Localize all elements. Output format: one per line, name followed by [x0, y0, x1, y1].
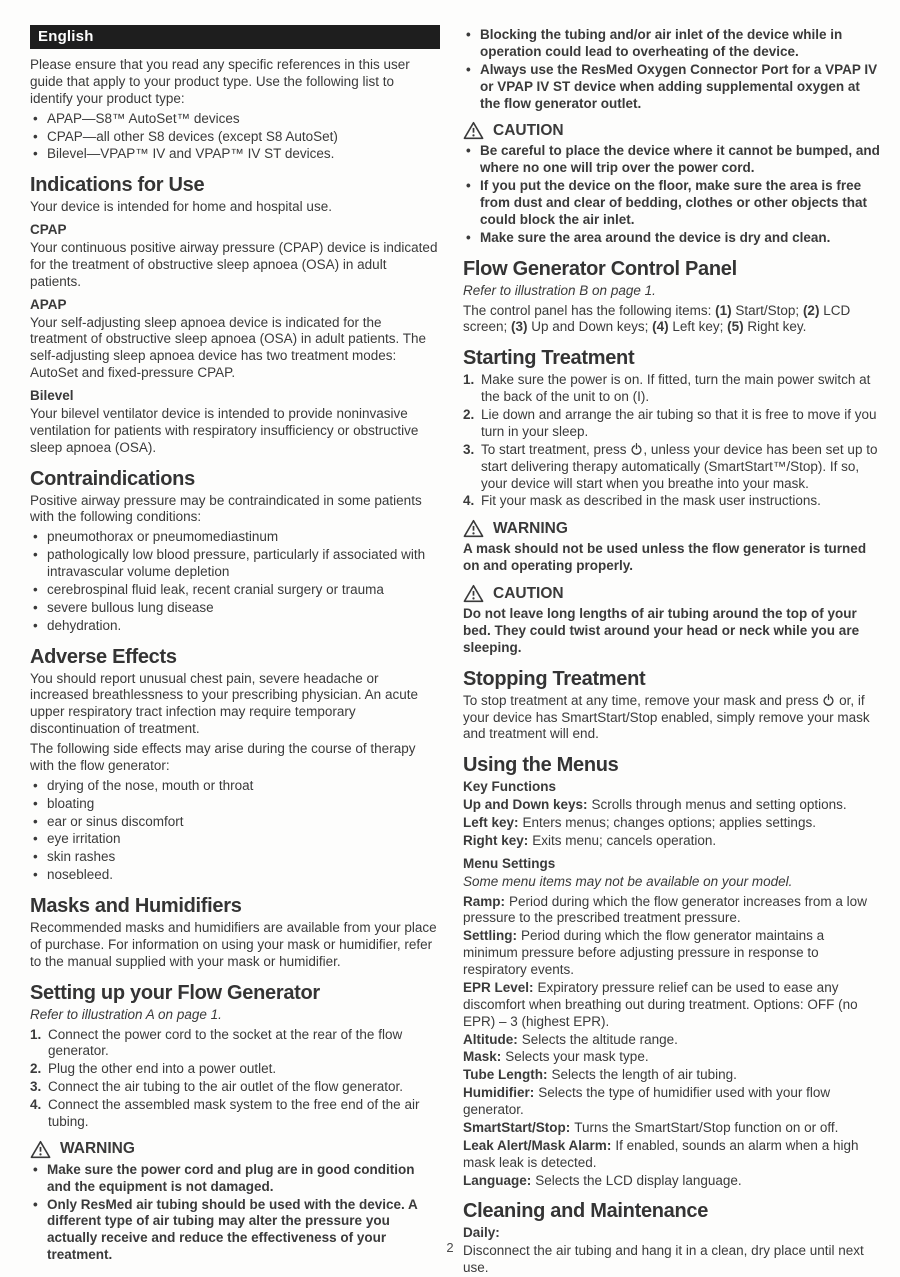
list-item: • Only ResMed air tubing should be used with the device. A different type of air tubing may alter the pressure you actually receive and reduce the effectiveness of your treatment. — [30, 1197, 440, 1265]
setup-steps — [30, 1027, 440, 1131]
paragraph: Positive airway pressure may be contraindicated in some patients with the following conditions: — [30, 492, 422, 525]
list-item: • APAP—S8™ AutoSet™ devices — [30, 111, 440, 128]
key-function-item: Right key: Exits menu; cancels operation. — [463, 832, 717, 848]
list-item: • skin rashes — [30, 849, 440, 866]
illustration-reference: Refer to illustration A on page 1. — [30, 1006, 222, 1022]
list-item: • If you put the device on the floor, make sure the area is free from dust and clear of bedding, clothes or other objects that could block the air inlet. — [463, 178, 880, 229]
warning-heading — [463, 519, 880, 538]
step-item: To start treatment, press , unless your device has been set up to start delivering therapy automatically (SmartStart™/Stop). If so, your device will start when you breathe into your mask. — [481, 441, 878, 491]
warning-triangle-icon — [463, 584, 484, 603]
paragraph: You should report unusual chest pain, severe headache or increased breathlessness to your prescribing physician. An acute upper respiratory tract infection may require temporary discontinuation of treatment. — [30, 670, 418, 737]
subsection-label: Menu Settings — [463, 855, 556, 871]
section-adverse-effects — [30, 646, 440, 885]
step-item: Plug the other end into a power outlet. — [48, 1061, 277, 1077]
page-number: 2 — [446, 1240, 454, 1255]
section-title: Cleaning and Maintenance — [463, 1200, 709, 1223]
contraindications-list — [30, 529, 440, 634]
product-type-list — [30, 111, 440, 164]
section-cleaning-maintenance — [463, 1200, 880, 1277]
list-item: • Make sure the power cord and plug are in good condition and the equipment is not damaged. — [30, 1162, 440, 1196]
section-contraindications — [30, 468, 440, 635]
caution-list — [463, 143, 880, 246]
step-item: Connect the air tubing to the air outlet of the flow generator. — [48, 1079, 403, 1095]
menu-setting-item: Settling: Period during which the flow generator maintains a minimum pressure before adjusting pressure in response to respiratory events. — [463, 928, 825, 977]
list-item: • Be careful to place the device where it cannot be bumped, and where no one will trip over the power cord. — [463, 143, 880, 177]
list-item: • severe bullous lung disease — [30, 600, 440, 617]
menu-setting-item: EPR Level: Expiratory pressure relief can be used to ease any discomfort when breathing out during treatment. Options: OFF (no EPR) – 3 (highest EPR). — [463, 979, 858, 1029]
warning-heading — [30, 1140, 440, 1159]
section-setup — [30, 982, 440, 1131]
list-item: • Blocking the tubing and/or air inlet of the device while in operation could lead to overheating of the device. — [463, 27, 880, 61]
step-item: Fit your mask as described in the mask user instructions. — [481, 493, 821, 509]
paragraph: Your continuous positive airway pressure (CPAP) device is indicated for the treatment of obstructive sleep apnoea (OSA) in adult patients. — [30, 240, 438, 289]
list-item: • pathologically low blood pressure, particularly if associated with intravascular volume depletion — [30, 547, 440, 581]
section-title: Indications for Use — [30, 174, 205, 197]
menu-setting-item: SmartStart/Stop: Turns the SmartStart/Stop function on or off. — [463, 1119, 839, 1135]
section-caution-tubing — [463, 584, 880, 657]
caution-heading — [463, 584, 880, 603]
menu-setting-item: Mask: Selects your mask type. — [463, 1049, 649, 1065]
section-using-menus — [463, 754, 880, 1189]
section-starting-treatment — [463, 347, 880, 510]
section-title: Setting up your Flow Generator — [30, 981, 320, 1004]
key-function-item: Up and Down keys: Scrolls through menus and setting options. — [463, 797, 847, 813]
warning-triangle-icon — [463, 519, 484, 538]
language-label: English — [38, 28, 94, 45]
power-icon — [630, 442, 643, 456]
section-title: Contraindications — [30, 467, 195, 490]
right-column — [463, 25, 880, 1277]
side-effects-list — [30, 778, 440, 884]
list-item: • ear or sinus discomfort — [30, 814, 440, 831]
list-item: • Bilevel—VPAP™ IV and VPAP™ IV ST devices. — [30, 146, 440, 163]
section-title: Flow Generator Control Panel — [463, 257, 737, 280]
list-item: • nosebleed. — [30, 867, 440, 884]
warning-continued-list — [463, 27, 880, 112]
list-item: • drying of the nose, mouth or throat — [30, 778, 440, 795]
control-panel-items: The control panel has the following items: (1) Start/Stop; (2) LCD screen; (3) Up and Down keys; (4) Left key; (5) Right key. — [463, 302, 851, 335]
step-item: Make sure the power is on. If fitted, turn the main power switch at the back of the unit to on (I). — [481, 372, 871, 405]
paragraph: Your self-adjusting sleep apnoea device is indicated for the treatment of obstructive sleep apnoea (OSA) in adult patients. The self-adjusting sleep apnoea device has two treatment modes: AutoSet and fixed-pressure CPAP. — [30, 314, 426, 381]
list-item: • CPAP—all other S8 devices (except S8 AutoSet) — [30, 129, 440, 146]
section-control-panel — [463, 258, 880, 337]
section-masks-humidifiers — [30, 895, 440, 971]
paragraph: The following side effects may arise during the course of therapy with the flow generator: — [30, 741, 416, 773]
hazard-title: WARNING — [493, 519, 568, 537]
list-item: • bloating — [30, 796, 440, 813]
list-item: • eye irritation — [30, 831, 440, 848]
section-title: Adverse Effects — [30, 645, 177, 668]
starting-steps — [463, 372, 880, 510]
paragraph: To stop treatment at any time, remove your mask and press or, if your device has SmartStart/Stop enabled, simply remove your mask and treatment will end. — [463, 692, 870, 742]
key-function-item: Left key: Enters menus; changes options; applies settings. — [463, 815, 816, 830]
menu-setting-item: Language: Selects the LCD display language. — [463, 1172, 742, 1188]
warning-text: A mask should not be used unless the flow generator is turned on and operating properly. — [463, 541, 867, 574]
section-stopping-treatment — [463, 668, 880, 744]
list-item: • Make sure the area around the device is dry and clean. — [463, 230, 880, 247]
section-warning-mask — [463, 519, 880, 575]
section-title: Starting Treatment — [463, 347, 635, 370]
step-item: Connect the power cord to the socket at the rear of the flow generator. — [48, 1026, 403, 1059]
paragraph: Disconnect the air tubing and hang it in a clean, dry place until next use. — [463, 1243, 864, 1276]
paragraph: Recommended masks and humidifiers are available from your place of purchase. For information on using your mask or humidifier, refer to the manual supplied with your mask or humidifier. — [30, 920, 437, 969]
list-item: • Always use the ResMed Oxygen Connector Port for a VPAP IV or VPAP IV ST device when adding supplemental oxygen at the flow generator outlet. — [463, 62, 880, 113]
section-title: Masks and Humidifiers — [30, 895, 242, 917]
warning-triangle-icon — [30, 1140, 51, 1159]
language-header-bar — [30, 25, 440, 49]
menu-setting-item: Humidifier: Selects the type of humidifier used with your flow generator. — [463, 1085, 831, 1117]
menu-setting-item: Leak Alert/Mask Alarm: If enabled, sounds an alarm when a high mask leak is detected. — [463, 1137, 859, 1170]
caution-heading — [463, 121, 880, 140]
hazard-title: CAUTION — [493, 584, 564, 602]
power-icon — [822, 693, 835, 707]
section-caution-placement — [463, 121, 880, 246]
menu-setting-item: Altitude: Selects the altitude range. — [463, 1031, 678, 1047]
subsection-label: Key Functions — [463, 779, 557, 795]
paragraph: Your bilevel ventilator device is intended to provide noninvasive ventilation for patients with respiratory insufficiency or obstructive sleep apnoea (OSA). — [30, 405, 419, 455]
step-item: Lie down and arrange the air tubing so that it is free to move if you turn in your sleep. — [481, 407, 877, 439]
left-column — [30, 25, 440, 1277]
intro-paragraph: Please ensure that you read any specific references in this user guide that apply to your product type. Use the following list to identify your product type: — [30, 57, 410, 106]
caution-text: Do not leave long lengths of air tubing around the top of your bed. They could twist around your head or neck while you are sleeping. — [463, 606, 860, 655]
subsection-label: APAP — [30, 296, 67, 312]
list-item: • cerebrospinal fluid leak, recent cranial surgery or trauma — [30, 582, 440, 599]
subsection-label: CPAP — [30, 222, 67, 238]
menu-setting-item: Tube Length: Selects the length of air tubing. — [463, 1067, 737, 1083]
list-item: • pneumothorax or pneumomediastinum — [30, 529, 440, 546]
section-title: Stopping Treatment — [463, 667, 646, 690]
paragraph: Your device is intended for home and hospital use. — [30, 199, 332, 215]
menu-note: Some menu items may not be available on your model. — [463, 873, 793, 889]
list-item: • dehydration. — [30, 618, 440, 635]
hazard-title: WARNING — [60, 1140, 135, 1158]
section-title: Using the Menus — [463, 754, 619, 777]
menu-setting-item: Ramp: Period during which the flow generator increases from a low pressure to the prescribed treatment pressure. — [463, 893, 867, 926]
illustration-reference: Refer to illustration B on page 1. — [463, 282, 656, 298]
step-item: Connect the assembled mask system to the free end of the air tubing. — [48, 1097, 420, 1129]
warning-triangle-icon — [463, 121, 484, 140]
subsection-label: Bilevel — [30, 388, 74, 403]
section-indications — [30, 174, 440, 456]
subsection-label: Daily: — [463, 1225, 500, 1241]
hazard-title: CAUTION — [493, 121, 564, 139]
